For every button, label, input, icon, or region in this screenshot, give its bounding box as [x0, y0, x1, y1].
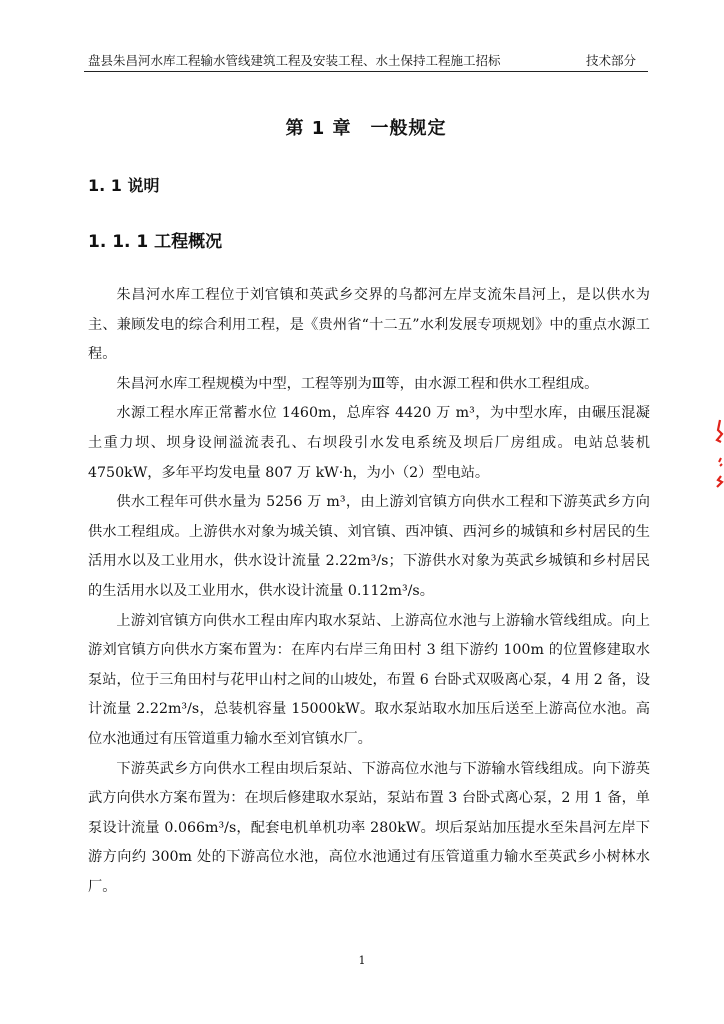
paragraph: 上游刘官镇方向供水工程由库内取水泵站、上游高位水池与上游输水管线组成。向上游刘官镇方向供水方案布置为：在库内右岸三角田村 3 组下游约 100m 的位置修建取水泵站，位于三角田村与花甲山村之间的山坡处，布置 6 台卧式双吸离心泵，4 用 2 备，设计流量 2.22m³/s，总装机容量 15000kW。取水泵站取水加压后送至上游高位水池。高位水池通过有压管道重力输水至刘官镇水厂。 — [88, 612, 650, 747]
page-number: 1 — [358, 954, 366, 967]
header-title: 盘县朱昌河水库工程输水管线建筑工程及安装工程、水土保持工程施工招标 — [88, 53, 501, 68]
paragraph: 供水工程年可供水量为 5256 万 m³，由上游刘官镇方向供水工程和下游英武乡方向供水工程组成。上游供水对象为城关镇、刘官镇、西冲镇、西河乡的城镇和乡村居民的生活用水以及工业用水，供水设计流量 2.22m³/s；下游供水对象为英武乡城镇和乡村居民的生活用水以及工业用水，供水设计流量 0.112m³/s。 — [88, 494, 650, 599]
paragraph: 下游英武乡方向供水工程由坝后泵站、下游高位水池与下游输水管线组成。向下游英武方向供水方案布置为：在坝后修建取水泵站，泵站布置 3 台卧式离心泵，2 用 1 备，单泵设计流量 0.066m³/s，配套电机单机功率 280kW。坝后泵站加压提水至朱昌河左岸下游方向约 300m 处的下游高位水池，高位水池通过有压管道重力输水至英武乡小树林水厂。 — [88, 760, 650, 895]
stamp-edge-mark — [712, 418, 724, 492]
body-text — [88, 281, 650, 902]
paragraph: 朱昌河水库工程位于刘官镇和英武乡交界的乌都河左岸支流朱昌河上，是以供水为主、兼顾发电的综合利用工程，是《贵州省“十二五”水利发展专项规划》中的重点水源工程。 — [88, 287, 650, 363]
header-divider — [84, 71, 648, 72]
header-section-label: 技术部分 — [585, 53, 636, 68]
section-heading: 1. 1 说明 — [88, 176, 160, 195]
paragraph: 水源工程水库正常蓄水位 1460m，总库容 4420 万 m³，为中型水库，由碾压混凝土重力坝、坝身设闸溢流表孔、右坝段引水发电系统及坝后厂房组成。电站总装机 4750kW，多年平均发电量 807 万 kW·h，为小（2）型电站。 — [88, 405, 650, 481]
page-header — [84, 52, 648, 70]
stamp-fragment-icon — [712, 418, 724, 488]
subsection-heading: 1. 1. 1 工程概况 — [88, 232, 223, 252]
chapter-title: 第 1 章 一般规定 — [285, 118, 447, 139]
paragraph: 朱昌河水库工程规模为中型，工程等别为Ⅲ等，由水源工程和供水工程组成。 — [116, 375, 599, 392]
